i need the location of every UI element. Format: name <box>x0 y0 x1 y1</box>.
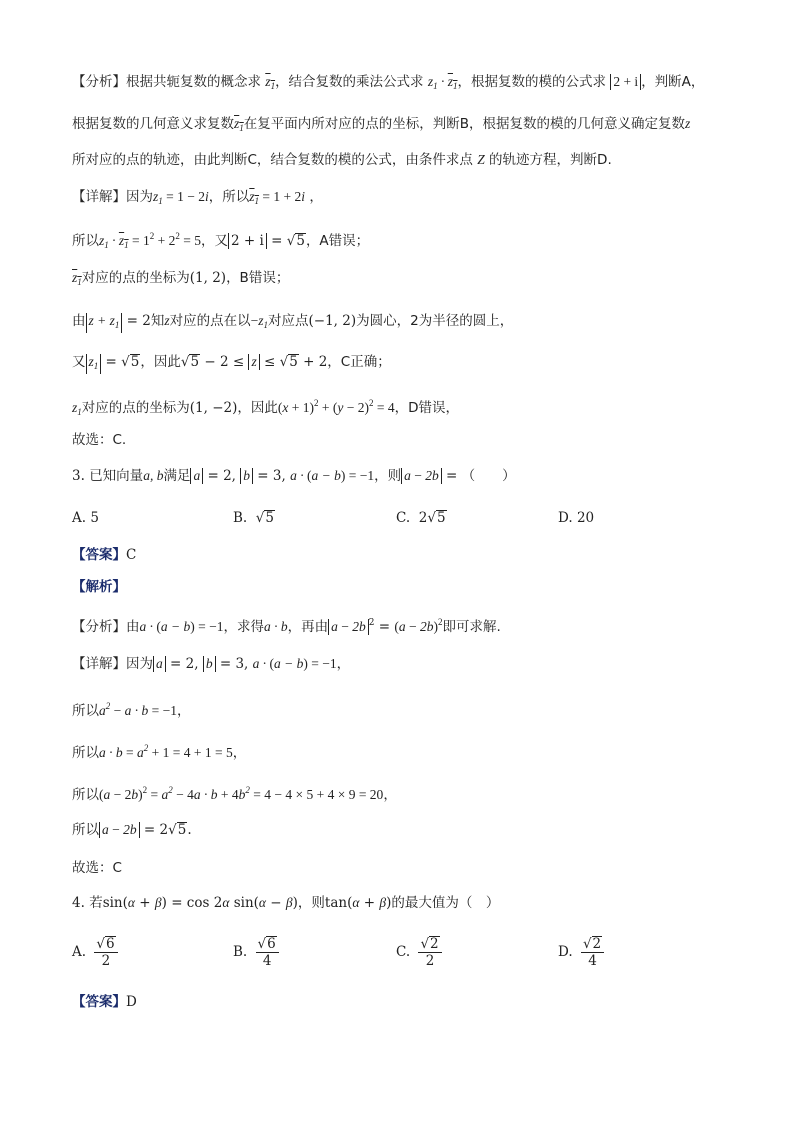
q3-analysis: 【分析】由a · (a − b) = −1，求得a · b，再由 a − 2b $^2 = (a - 2b)^2$即可求解. <box>72 617 501 635</box>
q3-option-a[interactable]: A. 5 <box>72 510 99 526</box>
q2-detail-line-4: 由 $z + z_1 = 2$知z对应的点在以$-z_1$对应点(−1, 2)为圆心，2为半径的圆上， <box>72 311 513 335</box>
q4-option-a[interactable]: A. $\frac{√6}{2}$ <box>72 936 122 969</box>
q3-option-b[interactable]: B. √5 <box>233 510 274 526</box>
q3-stem: 3. 已知向量a, b满足 a = 2, b = 3, a · (a − b) = −1，则 a − 2b = （ ） <box>72 468 516 484</box>
q4-stem: 4. 若sin(α + β) = cos 2α sin(α − β)，则tan(α + β)的最大值为（ ） <box>72 895 500 911</box>
detail-tag: 【详解】 <box>72 189 126 205</box>
q2-detail-line-5: 又 $z_1 = √5$，因此√5 − 2 ≤ z ≤ √5 + 2，C正确； <box>72 352 391 374</box>
analysis-tag: 【分析】 <box>72 74 126 90</box>
answer-tag: 【答案】 <box>72 547 126 563</box>
answer-tag: 【答案】 <box>72 994 126 1010</box>
q4-option-d[interactable]: D. $\frac{√2}{4}$ <box>558 936 608 969</box>
q2-detail-line-6: $z_1$对应的点的坐标为(1, −2)，因此$(x + 1)^2 + (y - 2)^2 = 4$，D错误， <box>72 398 459 417</box>
q3-detail-line-5: 所以 a − 2b = 2√5. <box>72 822 192 838</box>
q3-detail-line-1: 【详解】因为 a = 2, b = 3, a · (a − b) = −1， <box>72 656 351 672</box>
q4-answer: 【答案】D <box>72 994 137 1010</box>
q2-detail-line-1: 【详解】因为$z_1 = 1 - 2i$，所以$z_1 = 1 + 2i$ ， <box>72 189 323 206</box>
q4-option-b[interactable]: B. $\frac{√6}{4}$ <box>233 936 283 969</box>
math-conj-z1: $z_1$ <box>265 74 276 91</box>
q3-detail-line-2: 所以$a^2 - a \cdot b = -1$， <box>72 701 191 719</box>
q2-analysis-line-1: 【分析】根据共轭复数的概念求 $z_1$，结合复数的乘法公式求 $z_1 \cdot z_1$，根据复数的模的公式求 2 + i ，判断A， <box>72 74 705 91</box>
q2-detail-line-2: 所以$z_1 \cdot z_1 = 1^2 + 2^2 = 5$，又 2 + i = √5，A错误； <box>72 231 370 250</box>
q3-jiexi <box>72 577 126 597</box>
q2-analysis-line-3: 所对应的点的轨迹，由此判断C，结合复数的模的公式，由条件求点 Z 的轨迹方程，判断D. <box>72 152 612 168</box>
q2-conclusion: 故选：C. <box>72 432 127 448</box>
solution-tag: 【解析】 <box>72 579 126 595</box>
q3-answer: 【答案】C <box>72 547 137 563</box>
q3-option-c[interactable]: C. 2√5 <box>396 510 446 526</box>
q3-detail-line-4: 所以$(a - 2b)^2 = a^2 - 4a \cdot b + 4b^2 = 4 - 4 \times 5 + 4 \times 9 = 20$， <box>72 785 397 803</box>
q3-option-d[interactable]: D. 20 <box>558 510 595 526</box>
math-conj-z1: $z_1$ <box>234 116 244 133</box>
q3-detail-line-3: 所以$a \cdot b = a^2 + 1 = 4 + 1 = 5$， <box>72 743 247 761</box>
math-abs-2-plus-i: 2 + i <box>610 74 641 90</box>
q3-conclusion: 故选：C <box>72 860 122 876</box>
q2-detail-line-3: $z_1$对应的点的坐标为(1, 2)，B错误； <box>72 270 290 287</box>
q2-analysis-line-2: 根据复数的几何意义求复数$z_1$在复平面内所对应的点的坐标，判断B，根据复数的模的几何意义确定复数z <box>72 116 691 133</box>
math-z1-times-conj: $z_1 \cdot z_1$ <box>427 74 458 91</box>
q4-option-c[interactable]: C. $\frac{√2}{2}$ <box>396 936 446 969</box>
